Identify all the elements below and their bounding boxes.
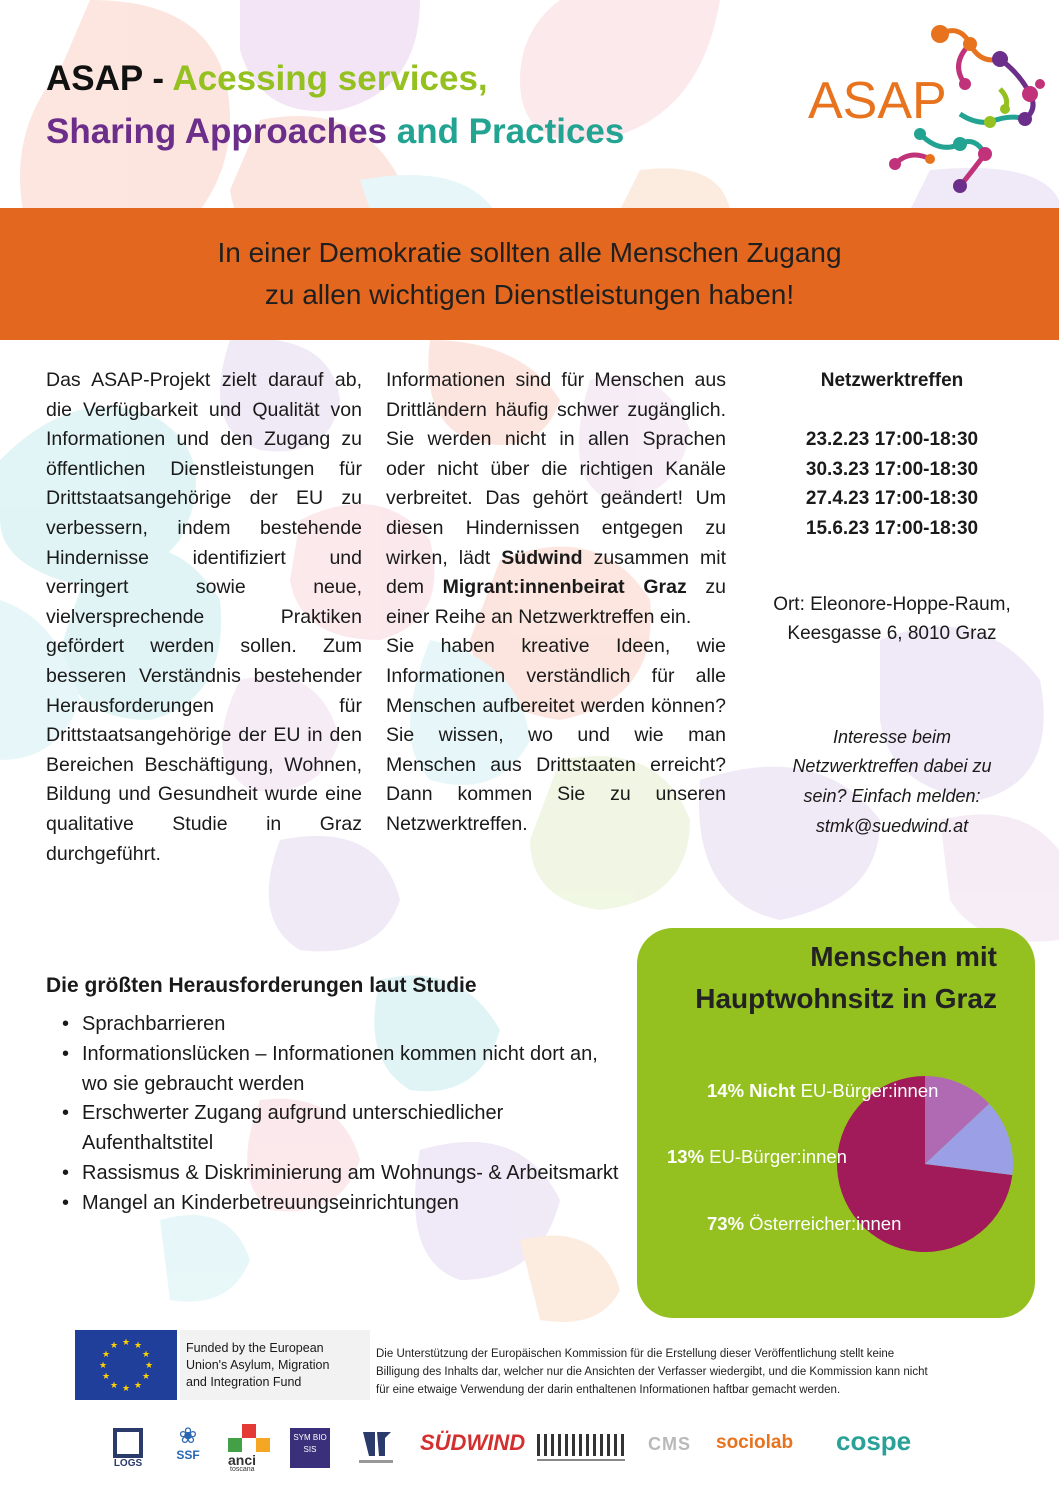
disclaimer-line-1: Die Unterstützung der Europäischen Kommission für die Erstellung dieser Veröffentlichung stellt keine [376,1348,895,1360]
svg-text:★: ★ [141,1350,151,1360]
svg-text:★: ★ [133,1381,143,1391]
molecule-logo-icon [800,14,1050,196]
intro-paragraph: Das ASAP-Projekt zielt darauf ab, die Verfügbarkeit und Qualität von Informationen und den Zugang zu öffentlichen Dienstleistungen für Drittstaatsangehörige der EU zu verbessern, indem bestehende Hindernisse identifiziert und verringert sowie neue, vielversprechende Praktiken gefördert werden sollen. Zum besseren Verständnis bestehender Herausforderungen für Drittstaatsangehörige der EU in den Bereichen Beschäftigung, Wohnen, Bildung und Gesundheit wurde eine qualitative Studie in Graz durchgeführt. [46,369,362,865]
pie-label-non-eu [707,1080,938,1102]
challenges-list [46,1010,626,1219]
title-asap: ASAP - [46,59,173,98]
title-sharing: Sharing Approaches [46,112,387,151]
pie-label-austrian-text: Österreicher:innen [749,1213,902,1234]
svg-text:★: ★ [98,1361,108,1371]
meetings-panel [742,366,1042,841]
contact-email-link[interactable]: stmk@suedwind.at [815,815,969,836]
pie-label-non-eu-pct: 14% Nicht [707,1080,796,1101]
title-practices: and Practices [387,112,625,151]
eu-disclaimer [372,1343,1040,1401]
svg-text:★: ★ [109,1341,119,1351]
anci-sub-text: toscana [230,1466,255,1473]
university-crest-icon [355,1426,399,1466]
sociolab-logo [716,1432,793,1454]
pie-label-austrian [707,1213,901,1235]
logs-logo [112,1428,144,1469]
meetings-heading: Netzwerktreffen [820,370,964,391]
slogan-text [217,232,841,316]
beirat-name: Migrant:innenbeirat Graz [442,576,687,599]
pie-label-eu-pct: 13% [667,1146,705,1167]
slogan-banner [0,208,1059,340]
meeting-date-4: 15.6.23 17:00-18:30 [805,517,979,539]
logs-square-icon [113,1428,143,1458]
anci-logo [224,1424,274,1472]
anci-text: anci [228,1452,257,1468]
title-accessing: Acessing services, [172,59,488,98]
funding-statement [180,1330,370,1400]
list-item: • Mangel an Kinderbetreuungseinrichtungen [46,1189,626,1219]
logs-text: LOGS [113,1458,143,1469]
invitation-column [386,366,726,840]
pie-label-austrian-pct: 73% [707,1213,745,1234]
svg-text:★: ★ [133,1341,143,1351]
slogan-line-2: zu allen wichtigen Dienstleistungen haben! [264,279,795,310]
pie-chart [637,928,1035,1318]
eu-stars-icon [75,1330,177,1400]
population-chart-panel [637,928,1035,1318]
sudwind-name: Südwind [501,546,583,569]
asap-logo [800,14,1050,196]
pie-label-non-eu-text: EU-Bürger:innen [800,1080,939,1101]
chart-title: Menschen mit Hauptwohnsitz in Graz [695,941,997,1014]
svg-text:★: ★ [101,1372,111,1382]
cms-logo [648,1434,691,1455]
meeting-place-line-2: Keesgasse 6, 8010 Graz [787,623,997,645]
meeting-place-line-1: Ort: Eleonore-Hoppe-Raum, [773,593,1011,615]
ssf-logo [168,1424,208,1462]
ssf-text: SSF [176,1448,200,1462]
university-logo [355,1426,399,1466]
cospe-logo [836,1426,911,1457]
contact-line-2: Netzwerktreffen dabei zu [792,756,992,777]
meeting-date-3: 27.4.23 17:00-18:30 [805,488,979,510]
invitation-text-a: Informationen sind für Menschen aus Drittländern häufig schwer zugänglich. Sie werden nicht in allen Sprachen oder nicht über die richtigen Kanäle verbreitet. Das gehört geändert! Um diesen Hindernissen entgegen zu wirken, lädt [386,369,726,569]
list-item: • Erschwerter Zugang aufgrund unterschiedlicher Aufenthaltstitel [46,1099,626,1159]
list-item: • Informationslücken – Informationen kommen nicht dort an, wo sie gebraucht werden [46,1040,626,1100]
disclaimer-line-2: Billigung des Inhalts dar, welcher nur die Ansichten der Verfasser wiedergibt, und die Kommission kann nicht [376,1366,928,1378]
challenges-title: Die größten Herausforderungen laut Studie [46,974,477,997]
sociolab-text: sociolab [716,1432,794,1453]
logo-text: ASAP [808,72,947,130]
svg-text:★: ★ [121,1338,131,1348]
eu-flag [75,1330,177,1400]
svg-text:★: ★ [109,1381,119,1391]
invitation-text-b: zusammen mit dem [386,546,726,599]
cms-text: CMS [648,1434,691,1454]
contact-line-3: sein? Einfach melden: [803,785,981,806]
disclaimer-line-3: für eine etwaige Verwendung der darin enthaltenen Informationen haftbar gemacht werden. [376,1384,841,1396]
funding-line-1: Funded by the European [186,1341,324,1355]
svg-text:★: ★ [101,1350,111,1360]
symbiosis-logo [290,1428,330,1468]
ssf-swirl-icon: ❀ [178,1423,198,1448]
funding-line-2: Union's Asylum, Migration [186,1358,330,1372]
invitation-paragraph [386,366,726,632]
cospe-text: cospe [836,1426,912,1456]
sudwind-logo-text: SÜDWIND [420,1430,526,1455]
pie-label-eu [667,1146,847,1168]
page-title [46,52,624,158]
list-item: • Rassismus & Diskriminierung am Wohnungs- & Arbeitsmarkt [46,1159,626,1189]
ideas-paragraph: Sie haben kreative Ideen, wie Informationen verständlich für alle Menschen aufbereitet werden können? Sie wissen, wo und wie man Menschen aus Drittstaaten erreicht? Dann kommen Sie zu unseren Netzwerktreffen. [386,635,726,835]
meeting-date-2: 30.3.23 17:00-18:30 [805,458,979,480]
svg-text:★: ★ [121,1384,131,1394]
migrant-council-logo [535,1430,627,1464]
slogan-line-1: In einer Demokratie sollten alle Menschen Zugang [217,237,842,268]
meeting-date-1: 23.2.23 17:00-18:30 [805,429,979,451]
pie-label-eu-text: EU-Bürger:innen [709,1146,847,1167]
list-item: • Sprachbarrieren [46,1010,626,1040]
barcode-bars-icon [535,1430,627,1464]
intro-column [46,366,362,869]
sudwind-logo [420,1430,525,1456]
funding-line-3: and Integration Fund [186,1375,302,1389]
symbiosis-text: SYM BIO SIS [293,1433,327,1454]
invitation-text-c: zu einer Reihe an Netzwerktreffen ein. [386,576,726,628]
contact-line-1: Interesse beim [832,726,952,747]
svg-text:★: ★ [144,1361,154,1371]
svg-text:★: ★ [141,1372,151,1382]
